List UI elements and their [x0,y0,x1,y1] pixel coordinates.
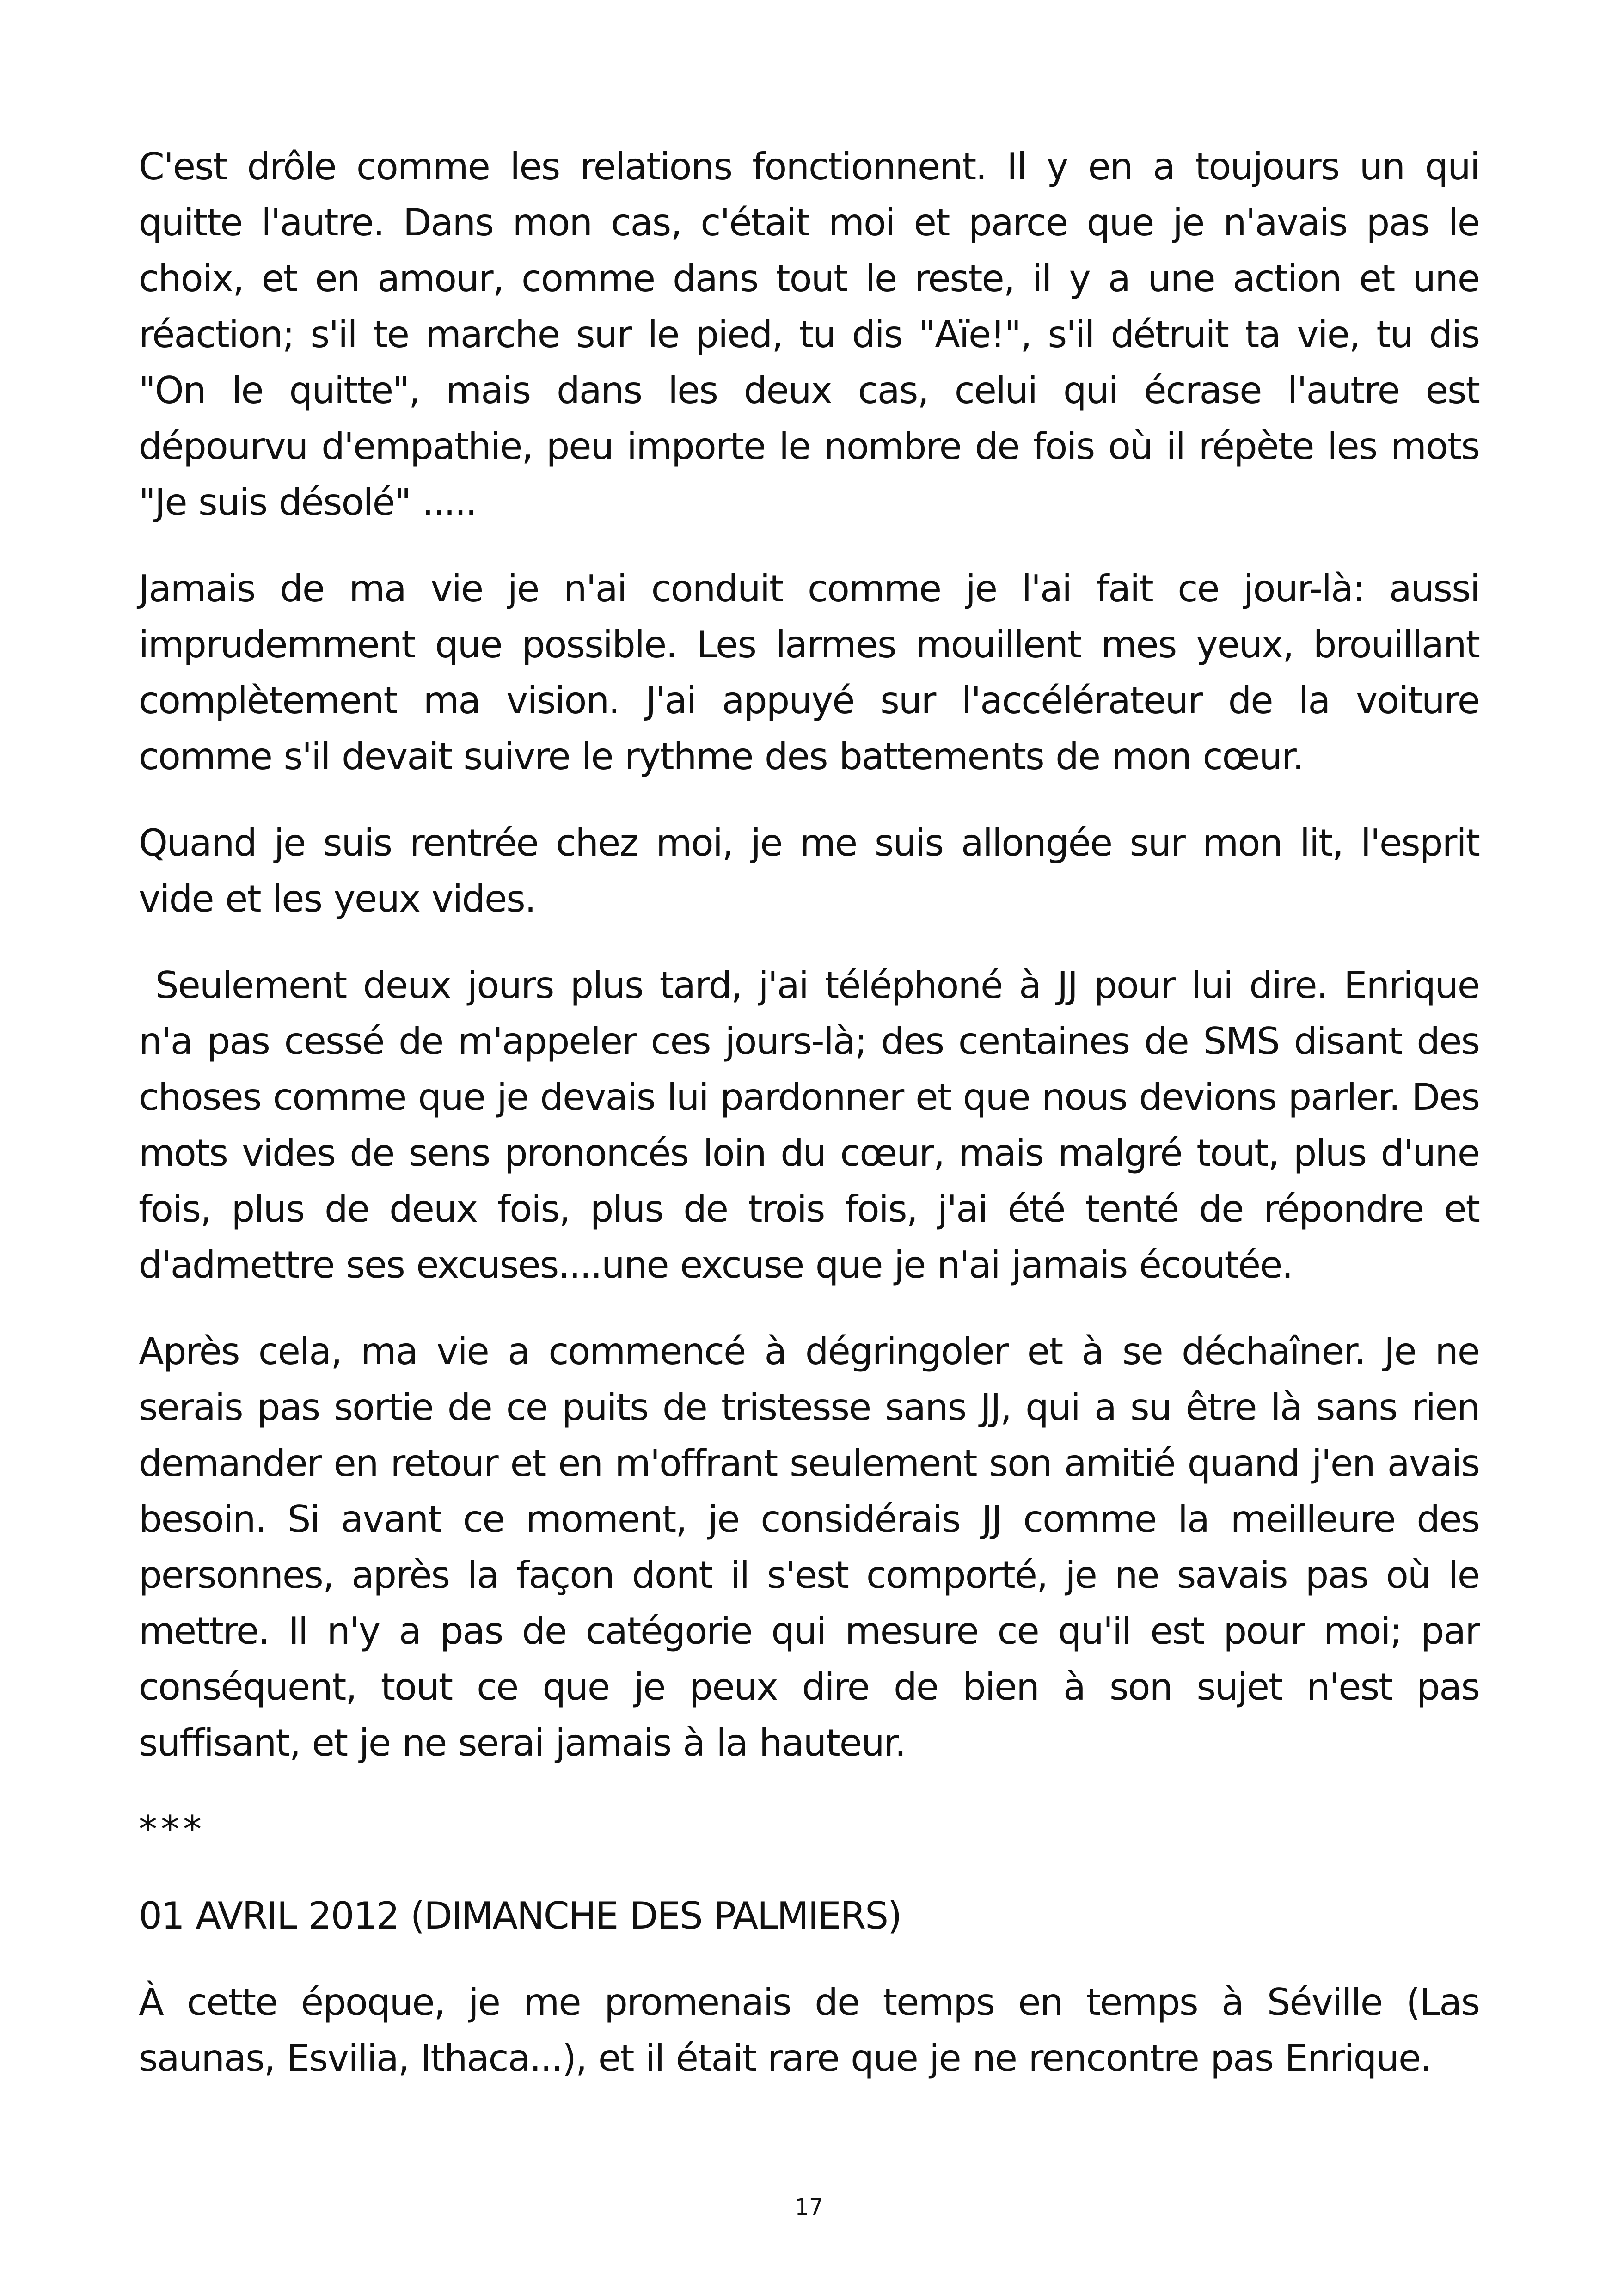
paragraph-aftermath: Après cela, ma vie a commencé à dégringoler et à se déchaîner. Je ne serais pas sortie de ce puits de tristesse sans JJ, qui a su être là sans rien demander en retour et en m'offrant seulement son amitié quand j'en avais besoin. Si avant ce moment, je considérais JJ comme la meilleure des personnes, après la façon dont il s'est comporté, je ne savais pas où le mettre. Il n'y a pas de catégorie qui mesure ce qu'il est pour moi; par conséquent, tout ce que je peux dire de bien à son sujet n'est pas suffisant, et je ne serai jamais à la hauteur. [139,1330,1479,1764]
paragraph-phone-call: Seulement deux jours plus tard, j'ai téléphoné à JJ pour lui dire. Enrique n'a pas cessé de m'appeler ces jours-là; des centaines de SMS disant des choses comme que je devais lui pardonner et que nous devions parler. Des mots vides de sens prononcés loin du cœur, mais malgré tout, plus d'une fois, plus de deux fois, plus de trois fois, j'ai été tenté de répondre et d'admettre ses excuses....une excuse que je n'ai jamais écoutée. [139,964,1491,1286]
paragraph-seville: À cette époque, je me promenais de temps en temps à Séville (Las saunas, Esvilia, Ithaca...), et il était rare que je ne rencontre pas Enrique. [139,1981,1479,2080]
page-number: 17 [795,2194,823,2220]
paragraph-relations: C'est drôle comme les relations fonctionnent. Il y en a toujours un qui quitte l'autre. Dans mon cas, c'était moi et parce que je n'avais pas le choix, et en amour, comme dans tout le reste, il y a une action et une réaction; s'il te marche sur le pied, tu dis "Aïe!", s'il détruit ta vie, tu dis "On le quitte", mais dans les deux cas, celui qui écrase l'autre est dépourvu d'empathie, peu importe le nombre de fois où il répète les mots "Je suis désolé" ..... [139,145,1479,524]
section-separator: *** [139,1808,205,1851]
paragraph-driving: Jamais de ma vie je n'ai conduit comme je l'ai fait ce jour-là: aussi imprudemment que possible. Les larmes mouillent mes yeux, brouillant complètement ma vision. J'ai appuyé sur l'accélérateur de la voiture comme s'il devait suivre le rythme des battements de mon cœur. [139,567,1479,778]
section-heading: 01 AVRIL 2012 (DIMANCHE DES PALMIERS) [139,1894,901,1937]
paragraph-home: Quand je suis rentrée chez moi, je me suis allongée sur mon lit, l'esprit vide et les yeux vides. [139,821,1479,920]
body-text [139,139,1491,2117]
